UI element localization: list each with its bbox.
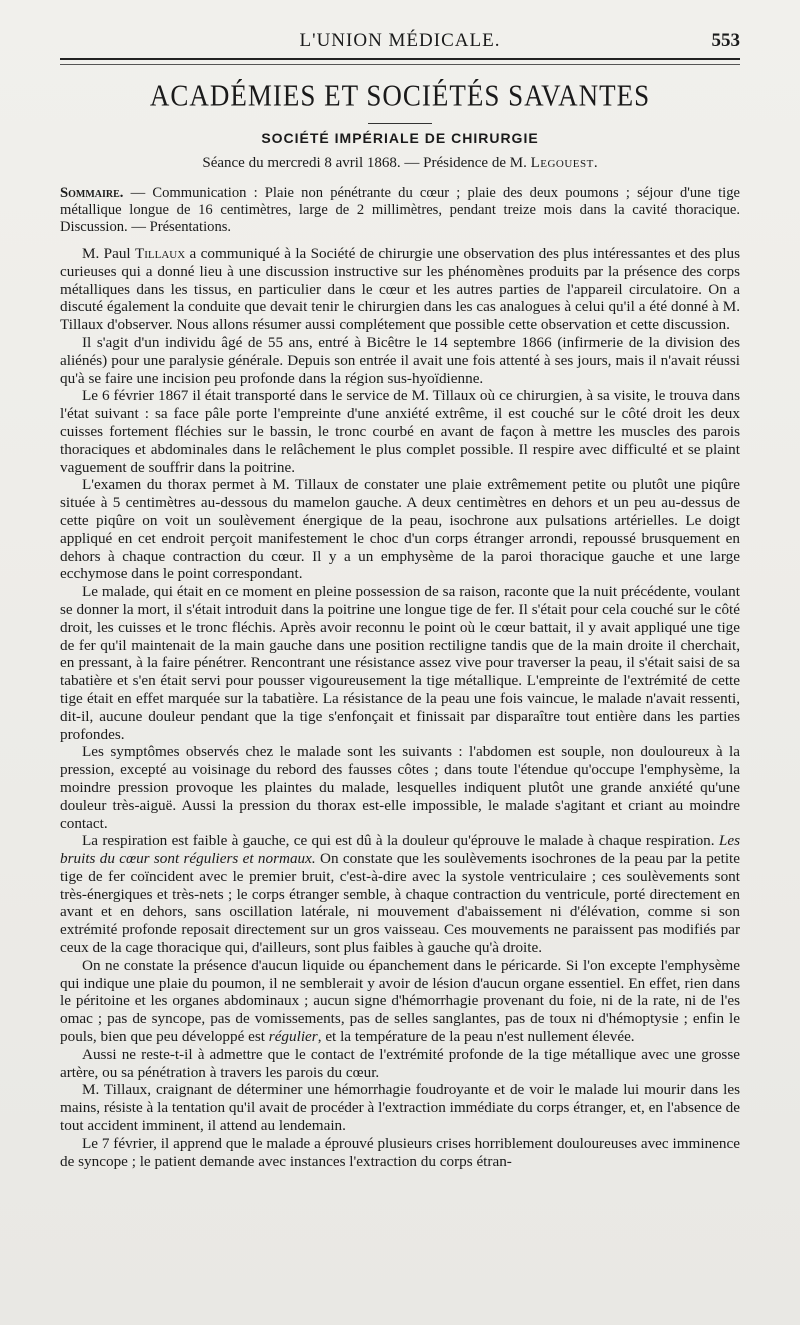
running-title: L'UNION MÉDICALE. [299,30,501,51]
summary-text: — Communication : Plaie non pénétrante du cœur ; plaie des deux poumons ; séjour d'une tige métallique longue de 16 centimètres, large de 2 millimètres, pendant treize mois dans la cavité thoracique. Discussion. — Présentations. [60,185,740,235]
session-president: Legouest [530,155,594,171]
paragraph-lead: M. Paul [82,245,135,262]
article-body [60,245,740,1305]
paragraph-text: Le malade, qui était en ce moment en pleine possession de sa raison, raconte que la nuit précédente, voulant se donner la mort, il s'était introduit dans la poitrine une longue tige de fer. Il s'était pour cela couché sur le côté droit, les cuisses et le tronc fléchis. Après avoir reconnu le point où le cœur battait, il y avait appliqué une tige de fer qu'il maintenait de la main gauche dans une position rectiligne tandis que de la main droite il cherchait, en pressant, à la faire pénétrer. Rencontrant une résistance assez vive pour traverser la peau, il s'était saisi de sa tabatière et s'en était servi pour pousser vigoureusement la tige métallique. L'empreinte de l'extrémité de cette tige était en effet marquée sur la tabatière. La résistance de la peau une fois vaincue, le malade n'avait ressenti, dit-il, aucune douleur pendant que la tige s'enfonçait et finissait par disparaître tout entière dans les parties profondes. [60,583,740,743]
section-title: ACADÉMIES ET SOCIÉTÉS SAVANTES [149,78,651,113]
paragraph [60,476,740,583]
title-divider [368,123,432,124]
society-heading: SOCIÉTÉ IMPÉRIALE DE CHIRURGIE [261,130,539,146]
paragraph-lead: La respiration est faible à gauche, ce qui est dû à la douleur qu'éprouve le malade à chaque respiration. [82,832,719,850]
paragraph-lead: On ne constate la présence d'aucun liquide ou épanchement dans le péricarde. Si l'on excepte l'emphysème qui indique une plaie du poumon, il ne semblerait y avoir de lésion d'aucun organe essentiel. En effet, rien dans le péritoine et les organes abdominaux ; aucun signe d'hémorrhagie provenant du foie, ni de la rate, ni de l'es omac ; pas de syncope, pas de vomissements, pas de selles sanglantes, pas de toux ni d'hémoptysie ; enfin le pouls, bien que peu développé est [60,956,740,1046]
paragraph [60,387,740,476]
paragraph-text: , et la température de la peau n'est nullement élevée. [317,1028,635,1046]
paragraph [60,1081,740,1134]
paragraph [60,1135,740,1171]
paragraph [60,832,740,957]
italic-phrase: Les bruits du cœur sont réguliers et normaux. [60,832,740,868]
summary [60,185,740,236]
paragraph [60,334,740,387]
paragraph-text: Le 6 février 1867 il était transporté dans le service de M. Tillaux où ce chirurgien, à sa visite, le trouva dans l'état suivant : sa face pâle porte l'empreinte d'une anxiété extrême, il est couché sur le côté droit les deux cuisses fortement fléchies sur le bassin, le tronc courbé en avant de façon à mettre les muscles des parois thoraciques et abdominales dans le relâchement le plus complet possible. Il respire avec difficulté et se plaint vaguement de souffrir dans la poitrine. [60,387,740,476]
session-end: . [593,155,598,171]
paragraph-text: L'examen du thorax permet à M. Tillaux de constater une plaie extrêmement petite ou plutôt une piqûre située à 5 centimètres au-dessous du mamelon gauche. A deux centimètres en dehors et un peu au-dessus de cette piqûre on voit un soulèvement énergique de la peau, isochrone aux pulsations artérielles. Le doigt appliqué en cet endroit perçoit manifestement le choc d'un corps étranger arrondi, repoussé brusquement en dehors à chaque contraction du cœur. Il y a un emphysème de la paroi thoracique gauche et une large ecchymose dans le point correspondant. [60,476,740,583]
italic-phrase: régulier [268,1028,318,1046]
paragraph [60,583,740,743]
author-name: Tillaux [134,245,186,262]
session-text: Séance du mercredi 8 avril 1868. — Présidence de M. [202,155,531,171]
paragraph-text: On constate que les soulèvements isochrones de la peau par la petite tige de fer coïncident avec le premier bruit, c'est-à-dire avec la systole ventriculaire ; ces soulèvements sont très-énergiques et très-nets ; le corps étranger semble, à chaque contraction du ventricule, porté directement en avant et en dehors, sans oscillation latérale, ni mouvement d'abaissement ni d'élévation, comme si son extrémité profonde reposait directement sur un gros vaisseau. Ces mouvements ne paraissent pas modifiés par ceux de la cage thoracique qui, d'ailleurs, sont plus faibles à gauche qu'à droite. [60,850,740,957]
paragraph [60,1046,740,1082]
summary-label: Sommaire. [60,185,124,201]
paragraph [60,743,740,832]
paragraph-text: a communiqué à la Société de chirurgie une observation des plus intéressantes et des plus curieuses qui a donné lieu à une discussion instructive sur les phénomènes produits par la présence des corps métalliques dans les tissus, en particulier dans le cœur et les autres parties de l'appareil circulatoire. On a discuté également la conduite que devait tenir le chirurgien dans les cas analogues à celui qu'il a été donné à M. Tillaux d'observer. Nous allons résumer aussi complétement que possible cette observation et cette discussion. [60,245,740,334]
header-rule-thin [60,64,740,65]
paragraph [60,957,740,1046]
paragraph-text: Les symptômes observés chez le malade sont les suivants : l'abdomen est souple, non douloureux à la pression, excepté au voisinage du rebord des fausses côtes ; dans toute l'étendue qu'occupe l'emphysème, la moindre pression provoque les plaintes du malade, lesquelles indiquent plutôt une grande anxiété qu'une douleur très-aiguë. Aussi la pression du thorax est-elle impossible, le malade s'agitant et criant au moindre contact. [60,743,740,832]
paragraph-text: Aussi ne reste-t-il à admettre que le contact de l'extrémité profonde de la tige métallique avec une grosse artère, ou sa pénétration à travers les parois du cœur. [60,1045,740,1081]
paragraph-text: M. Tillaux, craignant de déterminer une hémorrhagie foudroyante et de voir le malade lui mourir dans les mains, résiste à la tentation qu'il avait de procéder à l'extraction immédiate du corps étranger, et, en l'absence de tout accident imminent, il attend au lendemain. [60,1081,740,1135]
session-line [60,155,740,172]
paragraph-text: Il s'agit d'un individu âgé de 55 ans, entré à Bicêtre le 14 septembre 1866 (infirmerie de la division des aliénés) pour une paralysie générale. Depuis son entrée il avait une fois attenté à ses jours, mais il n'avait réussi qu'à se faire une incision peu profonde dans la région sus-hyoïdienne. [60,333,740,387]
paragraph-text: Le 7 février, il apprend que le malade a éprouvé plusieurs crises horriblement douloureuses avec imminence de syncope ; le patient demande avec instances l'extraction du corps étran- [60,1134,740,1170]
header-rule [60,58,740,60]
paragraph [60,245,740,334]
running-head [60,26,740,56]
page-number: 553 [711,30,740,51]
